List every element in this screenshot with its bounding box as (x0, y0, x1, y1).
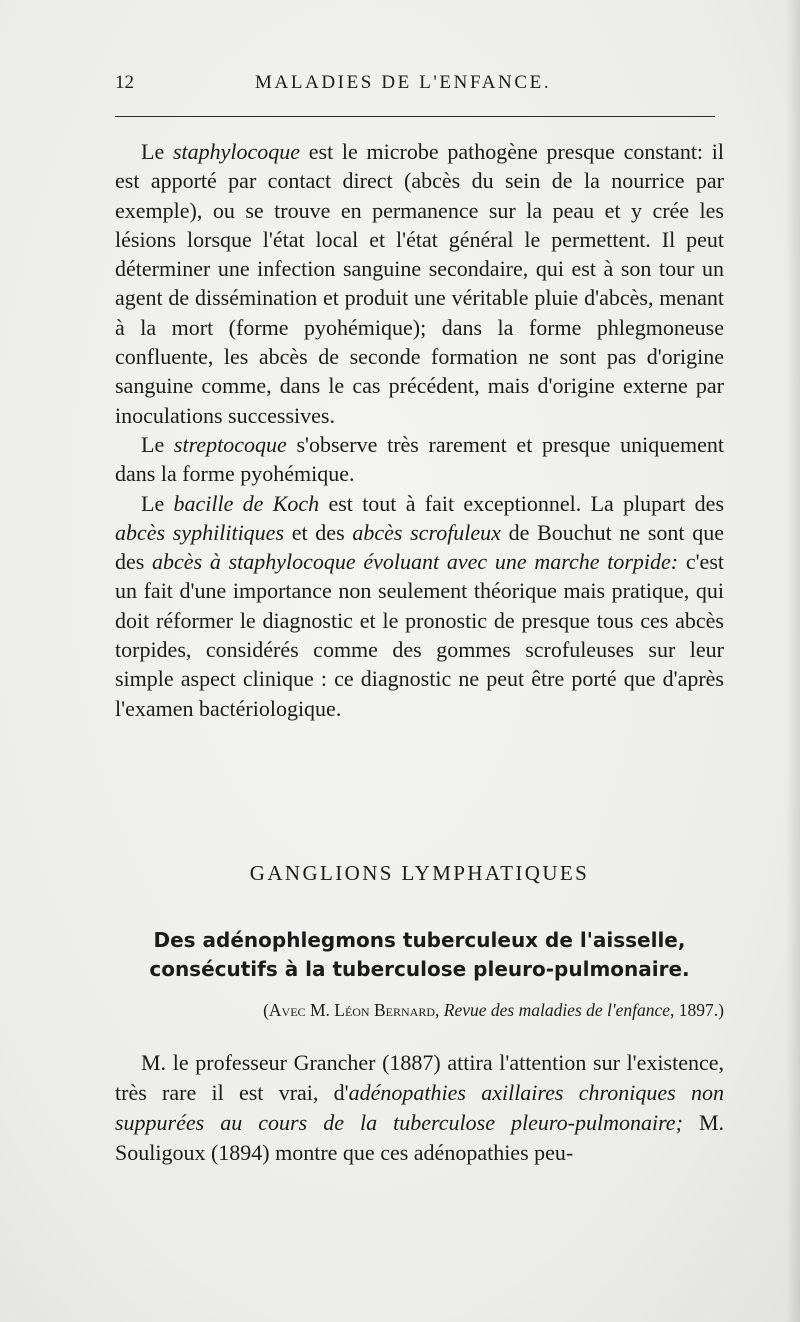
page-edge-shadow (786, 0, 800, 1322)
header-rule (115, 116, 715, 117)
running-head (115, 72, 715, 102)
page-number: 12 (115, 72, 134, 93)
paragraph-bacille-de-koch: Le bacille de Koch est tout à fait exceptionnel. La plupart des abcès syphilitiques et des abcès scrofuleux de Bouchut ne sont que des abcès à staphylocoque évoluant avec une marche torpide: c'est un fait d'une importance non seulement théorique mais pratique, qui doit réformer le diagnostic et le pronostic de presque tous ces abcès torpides, considérés comme des gommes scrofuleuses sur leur simple aspect clinique : ce diagnostic ne peut être porté que d'après l'examen bactériologique. (115, 490, 725, 721)
paragraph-streptocoque: Le streptocoque s'observe très rarement et presque uniquement dans la forme pyohémique. (115, 431, 724, 487)
citation: (Avec M. Léon Bernard, Revue des maladies de l'enfance, 1897.) (263, 1000, 724, 1020)
article-title-line-1: Des adénophlegmons tuberculeux de l'aisselle, (153, 928, 686, 952)
article-title (115, 926, 724, 984)
running-title: MALADIES DE L'ENFANCE. (255, 72, 552, 93)
article-title-line-2: consécutifs à la tuberculose pleuro-pulmonaire. (149, 957, 690, 981)
citation-author: Léon Bernard (334, 1000, 435, 1020)
main-text (115, 137, 724, 723)
article-text (115, 1048, 724, 1168)
section-title: GANGLIONS LYMPHATIQUES (249, 861, 590, 885)
paragraph-grancher: M. le professeur Grancher (1887) attira l'attention sur l'existence, très rare il est vrai, d'adénopathies axillaires chroniques non suppurées au cours de la tuberculose pleuro-pulmonaire; M. Souligoux (1894) montre que ces adénopathies peu- (115, 1050, 725, 1165)
citation-journal: Revue des maladies de l'enfance (443, 1000, 671, 1020)
paragraph-staphylocoque: Le staphylocoque est le microbe pathogène presque constant: il est apporté par contact direct (abcès du sein de la nourrice par exemple), ou se trouve en permanence sur la peau et y crée les lésions lorsque l'état local et l'état général le permettent. Il peut déterminer une infection sanguine secondaire, qui est à son tour un agent de dissémination et produit une véritable pluie d'abcès, menant à la mort (forme pyohémique); dans la forme phlegmoneuse confluente, les abcès de seconde formation ne sont pas d'origine sanguine comme, dans le cas précédent, mais d'origine externe par inoculations successives. (115, 139, 725, 428)
